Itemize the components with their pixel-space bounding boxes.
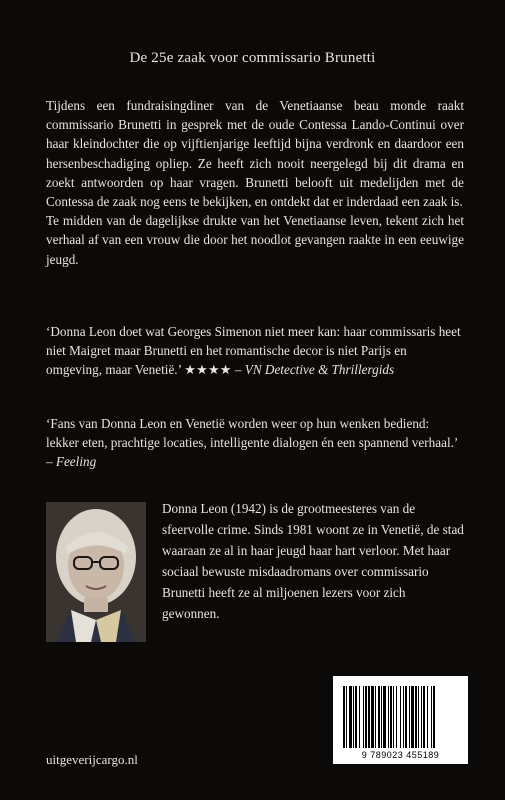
blurb-paragraph: Tijdens een fundraisingdiner van de Venetiaanse beau monde raakt commissario Brunetti in gesprek met de oude Contessa Lando-Continui over haar kleindochter die op vijftienjarige leeftijd bijna verdronk en daardoor een hersenbeschadiging opliep. Ze heeft zich nooit neergelegd bij dit drama en zoekt antwoorden op haar vragen. Brunetti belooft uit medelijden met de Contessa de zaak nog eens te bekijken, en ontdekt dat er inderdaad een zaak is. <box>46 98 464 210</box>
author-bio: Donna Leon (1942) is de grootmeesteres van de sfeervolle crime. Sinds 1981 woont ze in Venetië, de stad waaraan ze al in haar jeugd haar hart verloor. Met haar sociaal bewuste misdaadromans over commissario Brunetti heeft ze al miljoenen lezers voor zich gewonnen. <box>162 501 464 621</box>
review-quote <box>46 414 464 472</box>
quote-source: VN Detective & Thrillergids <box>244 362 395 378</box>
quote-source: Feeling <box>55 454 97 470</box>
quote-text: ‘Fans van Donna Leon en Venetië worden weer op hun wenken bediend: lekker eten, prachtige locaties, intelligente dialogen én een spannend verhaal.’ – <box>46 416 458 470</box>
review-quote <box>46 322 464 380</box>
quote-text: ‘Donna Leon doet wat Georges Simenon niet meer kan: haar commissaris heet niet Maigret maar Brunetti en het romantische decor is niet Parijs en omgeving, maar Venetië.’ ★★★★ – <box>46 324 461 378</box>
blurb-paragraph: Te midden van de dagelijkse drukte van het Venetiaanse leven, tekent zich het verhaal af van een vrouw die door het noodlot gevangen raakte in een eeuwige jeugd. <box>46 213 464 267</box>
author-photo <box>46 502 146 642</box>
isbn-barcode <box>333 676 468 764</box>
barcode-digits: 9 789023 455189 <box>361 750 440 760</box>
tagline: De 25e zaak voor commissario Brunetti <box>129 50 376 66</box>
publisher-website[interactable]: uitgeverijcargo.nl <box>46 752 138 767</box>
blurb <box>46 96 464 269</box>
